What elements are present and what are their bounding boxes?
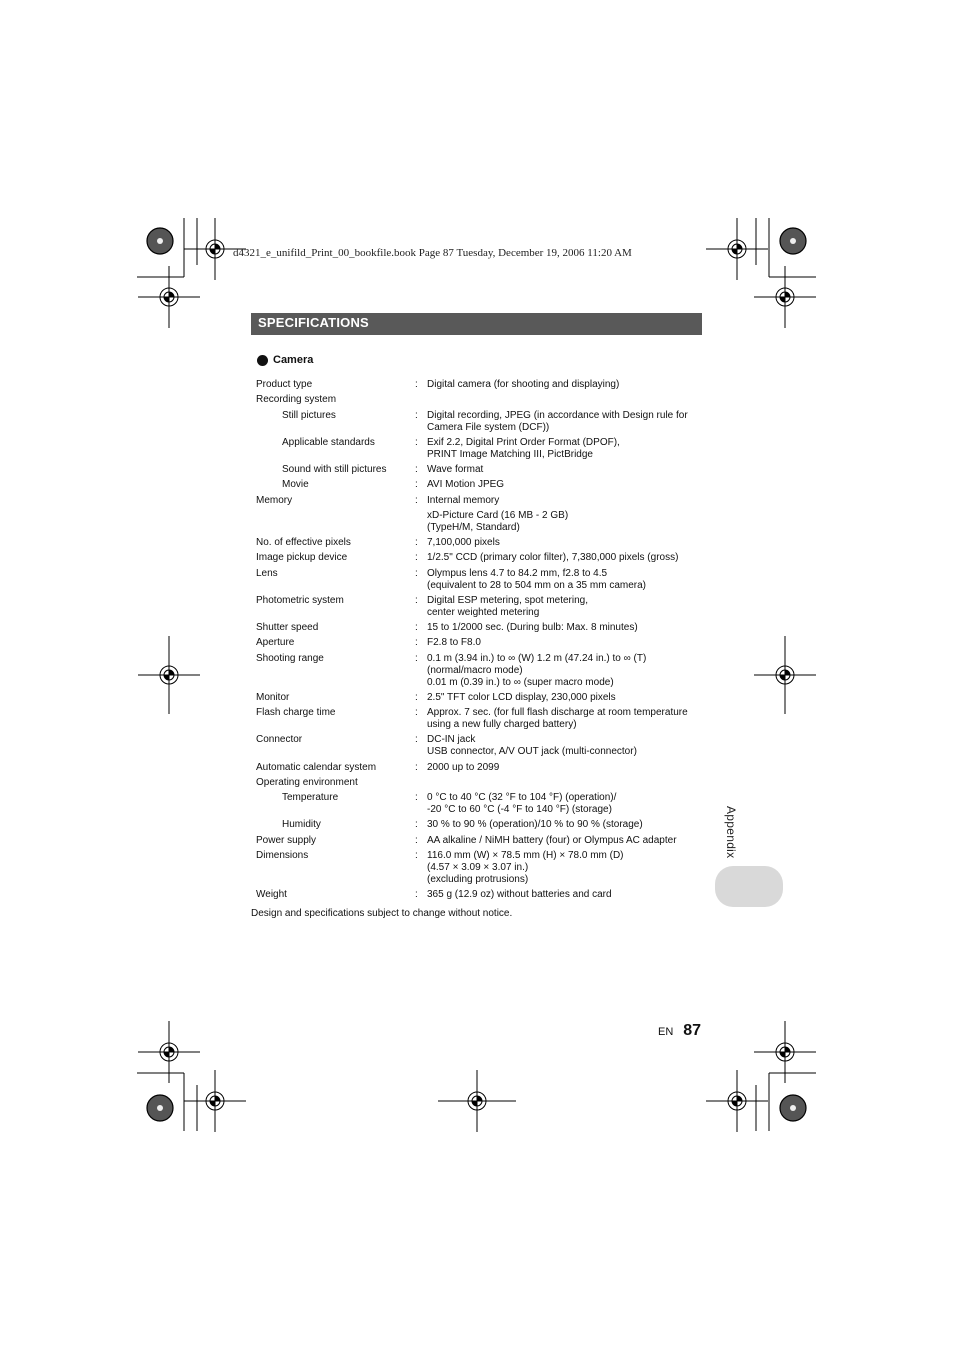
spec-label: Image pickup device: [256, 552, 348, 563]
spec-value: 30 % to 90 % (operation)/10 % to 90 % (storage): [427, 819, 643, 830]
spec-value: Digital ESP metering, spot metering, center weighted metering: [427, 595, 589, 618]
spec-label: Shooting range: [256, 653, 324, 664]
footnote: Design and specifications subject to change without notice.: [251, 908, 513, 919]
spec-colon: :: [415, 692, 418, 703]
spec-colon: :: [415, 637, 418, 648]
spec-value: Exif 2.2, Digital Print Order Format (DPOF), PRINT Image Matching III, PictBridge: [427, 437, 620, 460]
spec-colon: :: [415, 437, 418, 448]
spec-label: Movie: [282, 479, 309, 490]
spec-value: 365 g (12.9 oz) without batteries and card: [427, 889, 612, 900]
spec-colon: :: [415, 537, 418, 548]
spec-colon: :: [415, 622, 418, 633]
spec-colon: :: [415, 568, 418, 579]
spec-colon: :: [415, 379, 418, 390]
page-footer: [658, 1022, 701, 1040]
spec-colon: :: [415, 707, 418, 718]
spec-colon: :: [415, 495, 418, 506]
spec-label: Photometric system: [256, 595, 344, 606]
spec-value: F2.8 to F8.0: [427, 637, 481, 648]
spec-label: Memory: [256, 495, 293, 506]
spec-colon: :: [415, 835, 418, 846]
spec-value: 2.5" TFT color LCD display, 230,000 pixels: [427, 692, 616, 703]
spec-value: Digital recording, JPEG (in accordance with Design rule for Camera File system (DCF)): [427, 410, 688, 433]
spec-colon: :: [415, 552, 418, 563]
spec-label: Weight: [256, 889, 287, 900]
spec-value: Olympus lens 4.7 to 84.2 mm, f2.8 to 4.5 (equivalent to 28 to 504 mm on a 35 mm camera): [427, 568, 646, 591]
side-tab-label: Appendix: [724, 806, 738, 859]
spec-label: Humidity: [282, 819, 321, 830]
spec-value: Wave format: [427, 464, 484, 475]
spec-label: Monitor: [256, 692, 290, 703]
spec-label: Flash charge time: [256, 707, 336, 718]
spec-label: Aperture: [256, 637, 295, 648]
spec-label: Power supply: [256, 835, 317, 846]
spec-label: Still pictures: [282, 410, 336, 421]
spec-colon: :: [415, 464, 418, 475]
spec-value: Internal memory: [427, 495, 500, 506]
spec-colon: :: [415, 850, 418, 861]
spec-colon: :: [415, 819, 418, 830]
spec-label: No. of effective pixels: [256, 537, 351, 548]
spec-label: Operating environment: [256, 777, 358, 788]
language-code: EN: [658, 1026, 674, 1038]
spec-value: Digital camera (for shooting and displaying): [427, 379, 620, 390]
section-title: SPECIFICATIONS: [258, 315, 369, 330]
spec-label: Temperature: [282, 792, 339, 803]
spec-value: 15 to 1/2000 sec. (During bulb: Max. 8 minutes): [427, 622, 638, 633]
spec-colon: :: [415, 889, 418, 900]
spec-value: 0.1 m (3.94 in.) to ∞ (W) 1.2 m (47.24 in.) to ∞ (T) (normal/macro mode) 0.01 m (0.39 in.) to ∞ (super macro mode): [427, 653, 647, 688]
spec-value: xD-Picture Card (16 MB - 2 GB) (TypeH/M, Standard): [427, 510, 569, 533]
spec-colon: :: [415, 792, 418, 803]
bullet-icon: [257, 355, 268, 366]
subsection-title: Camera: [273, 354, 314, 366]
spec-label: Connector: [256, 734, 303, 745]
spec-label: Automatic calendar system: [256, 762, 377, 773]
spec-label: Recording system: [256, 394, 337, 405]
spec-label: Lens: [256, 568, 278, 579]
subsection-heading: [257, 354, 313, 366]
spec-colon: :: [415, 734, 418, 745]
spec-label: Sound with still pictures: [282, 464, 387, 475]
print-header: d4321_e_unifild_Print_00_bookfile.book Page 87 Tuesday, December 19, 2006 11:20 AM: [233, 247, 632, 259]
spec-colon: :: [415, 653, 418, 664]
spec-value: 2000 up to 2099: [427, 762, 500, 773]
spec-colon: :: [415, 762, 418, 773]
spec-value: AVI Motion JPEG: [427, 479, 505, 490]
spec-value: DC-IN jack USB connector, A/V OUT jack (multi-connector): [427, 734, 637, 757]
section-header-bar: [251, 313, 702, 335]
spec-label: Product type: [256, 379, 313, 390]
spec-colon: :: [415, 479, 418, 490]
side-tab: [715, 866, 783, 907]
spec-value: 0 °C to 40 °C (32 °F to 104 °F) (operation)/ -20 °C to 60 °C (-4 °F to 140 °F) (storage): [427, 792, 617, 815]
page-number: 87: [683, 1022, 702, 1039]
spec-value: 1/2.5" CCD (primary color filter), 7,380,000 pixels (gross): [427, 552, 679, 563]
spec-value: Approx. 7 sec. (for full flash discharge at room temperature using a new fully charged battery): [427, 707, 688, 730]
spec-label: Shutter speed: [256, 622, 319, 633]
spec-value: 7,100,000 pixels: [427, 537, 500, 548]
spec-colon: :: [415, 410, 418, 421]
spec-label: Applicable standards: [282, 437, 375, 448]
spec-value: AA alkaline / NiMH battery (four) or Olympus AC adapter: [427, 835, 677, 846]
spec-label: Dimensions: [256, 850, 309, 861]
spec-colon: :: [415, 595, 418, 606]
spec-value: 116.0 mm (W) × 78.5 mm (H) × 78.0 mm (D) (4.57 × 3.09 × 3.07 in.) (excluding protrusions): [427, 850, 624, 885]
